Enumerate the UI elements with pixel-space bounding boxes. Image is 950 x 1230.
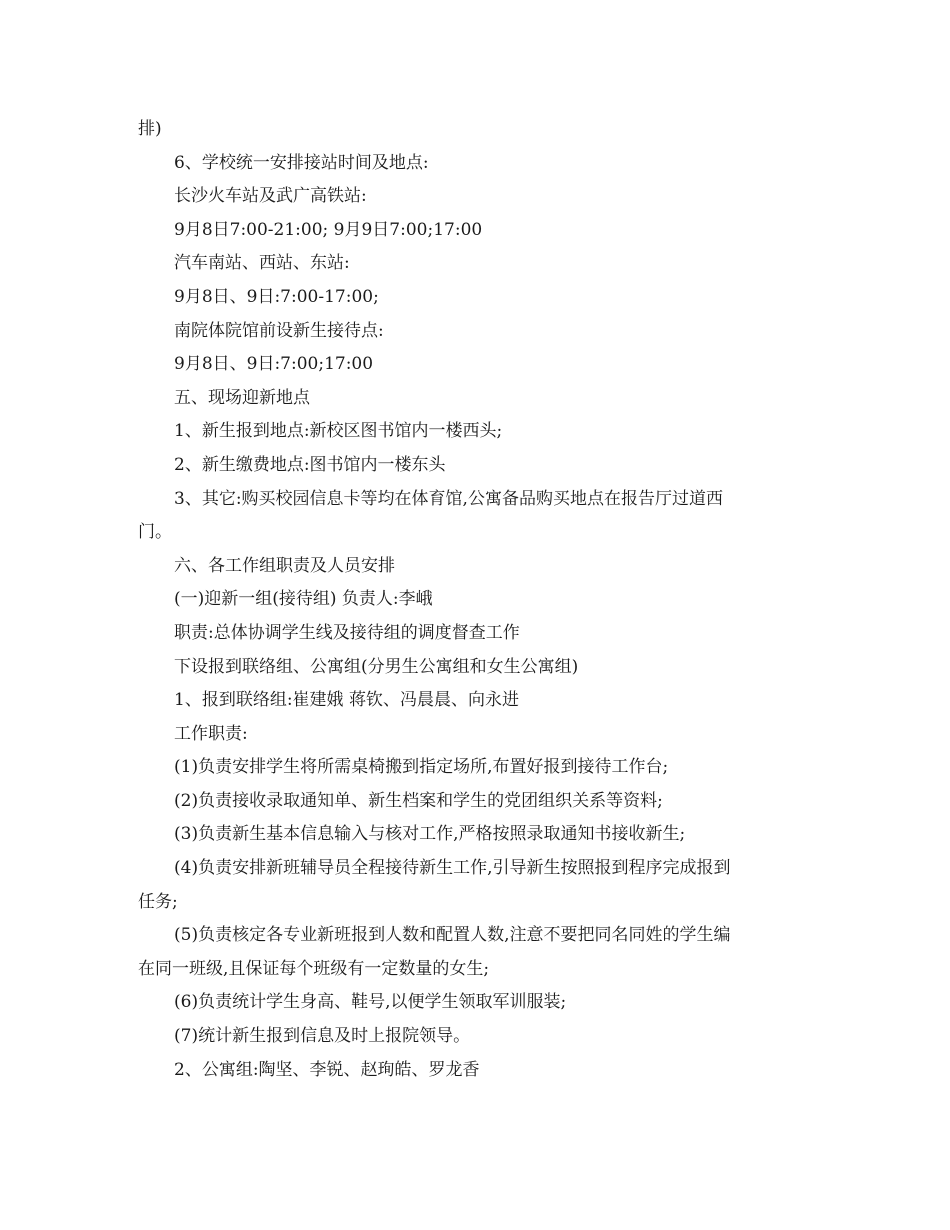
text-line: 工作职责: xyxy=(174,723,248,744)
text-line: 2、新生缴费地点:图书馆内一楼东头 xyxy=(174,454,446,475)
section-heading: 六、各工作组职责及人员安排 xyxy=(174,555,395,576)
text-line: 职责:总体协调学生线及接待组的调度督查工作 xyxy=(174,622,520,643)
list-item: (4)负责安排新班辅导员全程接待新生工作,引导新生按照报到程序完成报到 xyxy=(174,858,731,879)
text-line: 长沙火车站及武广高铁站: xyxy=(174,186,367,207)
text-line: (一)迎新一组(接待组) 负责人:李峨 xyxy=(174,589,433,610)
list-item: (3)负责新生基本信息输入与核对工作,严格按照录取通知书接收新生; xyxy=(174,824,686,845)
section-heading: 五、现场迎新地点 xyxy=(174,387,310,408)
list-item: (2)负责接收录取通知单、新生档案和学生的党团组织关系等资料; xyxy=(174,790,663,811)
list-item: (7)统计新生报到信息及时上报院领导。 xyxy=(174,1026,471,1047)
text-line: 9月8日7:00-21:00; 9月9日7:00;17:00 xyxy=(174,219,483,240)
list-item-continuation: 任务; xyxy=(138,891,178,912)
text-line: 3、其它:购买校园信息卡等均在体育馆,公寓备品购买地点在报告厅过道西 xyxy=(174,488,723,509)
text-line: 1、新生报到地点:新校区图书馆内一楼西头; xyxy=(174,421,503,442)
list-item-continuation: 在同一班级,且保证每个班级有一定数量的女生; xyxy=(138,958,490,979)
list-item: (1)负责安排学生将所需桌椅搬到指定场所,布置好报到接待工作台; xyxy=(174,757,669,778)
text-line: 9月8日、9日:7:00;17:00 xyxy=(174,354,374,375)
text-line: 2、公寓组:陶坚、李锐、赵珣皓、罗龙香 xyxy=(174,1059,480,1080)
text-line: 排) xyxy=(138,119,162,139)
text-line: 南院体院馆前设新生接待点: xyxy=(174,320,384,341)
list-item: (6)负责统计学生身高、鞋号,以便学生领取军训服装; xyxy=(174,992,567,1013)
text-line: 6、学校统一安排接站时间及地点: xyxy=(174,152,429,173)
text-line: 9月8日、9日:7:00-17:00; xyxy=(174,286,379,307)
text-line: 下设报到联络组、公寓组(分男生公寓组和女生公寓组) xyxy=(174,656,579,677)
document-body xyxy=(138,113,818,1087)
text-line: 汽车南站、西站、东站: xyxy=(174,253,350,274)
text-line: 门。 xyxy=(138,522,172,543)
list-item: (5)负责核定各专业新班报到人数和配置人数,注意不要把同名同姓的学生编 xyxy=(174,925,731,946)
text-line: 1、报到联络组:崔建娥 蒋钦、冯晨晨、向永进 xyxy=(174,690,519,711)
